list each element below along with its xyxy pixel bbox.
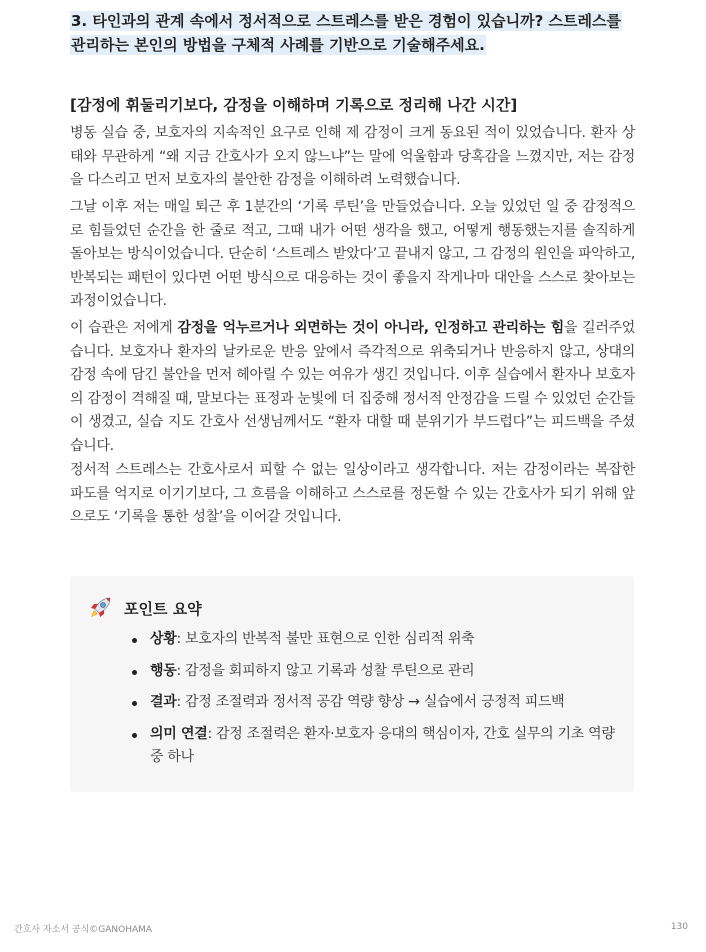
paragraph-3-after: 을 길러주었습니다. 보호자나 환자의 날카로운 반응 앞에서 즉각적으로 위축되거나 반응하지 않고, 상대의 감정 속에 담긴 불안을 먼저 헤아릴 수 있는 여유가 생긴 것입니다. 이후 실습에서 환자나 보호자의 감정이 격해질 때, 말보다는 표정과 눈빛에 더 집중해 정서적 안정감을 드릴 수 있었던 순간들이 생겼고, 실습 지도 간호사 선생님께서도 “환자 대할 때 분위기가 부드럽다”는 피드백을 주셨습니다. xyxy=(70,320,635,454)
summary-item-text: : 감정 조절력과 정서적 공감 역량 향상 → 실습에서 긍정적 피드백 xyxy=(176,694,565,710)
rocket-icon xyxy=(86,594,114,622)
summary-item-label: 의미 연결 xyxy=(150,725,208,742)
list-item xyxy=(128,628,622,652)
summary-header xyxy=(86,594,202,622)
list-item xyxy=(128,691,622,715)
question-text: 3. 타인과의 관계 속에서 정서적으로 스트레스를 받은 경험이 있습니까? 스트레스를 관리하는 본인의 방법을 구체적 사례를 기반으로 기술해주세요. xyxy=(71,12,622,54)
section-heading: [감정에 휘둘리기보다, 감정을 이해하며 기록으로 정리해 나간 시간] xyxy=(70,96,518,114)
paragraph-2: 그날 이후 저는 매일 퇴근 후 1분간의 ‘기록 루틴’을 만들었습니다. 오늘 있었던 일 중 감정적으로 힘들었던 순간을 한 줄로 적고, 그때 내가 어떤 생각을 했고, 어떻게 행동했는지를 솔직하게 돌아보는 방식이었습니다. 단순히 ‘스트레스 받았다’고 끝내지 않고, 그 감정의 원인을 파악하고, 반복되는 패턴이 있다면 어떤 방식으로 대응하는 것이 좋을지 작게나마 대안을 스스로 찾아보는 과정이었습니다. xyxy=(70,199,635,309)
list-item xyxy=(128,723,622,770)
summary-item-label: 결과 xyxy=(150,694,177,710)
question-heading xyxy=(70,9,635,57)
summary-item-label: 상황 xyxy=(150,631,177,647)
summary-box xyxy=(70,576,634,792)
paragraph-3-before: 이 습관은 저에게 xyxy=(70,320,178,336)
summary-item-text: : 보호자의 반복적 불만 표현으로 인한 심리적 위축 xyxy=(176,631,475,647)
summary-title: 포인트 요약 xyxy=(124,599,202,618)
page-number: 130 xyxy=(670,922,688,932)
summary-item-text: : 감정을 회피하지 않고 기록과 성찰 루틴으로 관리 xyxy=(176,662,475,679)
paragraph-3 xyxy=(70,317,635,458)
summary-item-text: : 감정 조절력은 환자·보호자 응대의 핵심이자, 간호 실무의 기초 역량 중 하나 xyxy=(150,725,615,765)
summary-list xyxy=(128,628,622,778)
paragraph-3-bold: 감정을 억누르거나 외면하는 것이 아니라, 인정하고 관리하는 힘 xyxy=(177,320,564,336)
list-item xyxy=(128,660,622,684)
paragraph-1: 병동 실습 중, 보호자의 지속적인 요구로 인해 제 감정이 크게 동요된 적이 있었습니다. 환자 상태와 무관하게 “왜 지금 간호사가 오지 않느냐”는 말에 억울함과 당혹감을 느꼈지만, 저는 감정을 다스리고 먼저 보호자의 불안한 감정을 이해하려 노력했습니다. xyxy=(70,125,635,188)
footer-source: 간호사 자소서 공식©GANOHAMA xyxy=(14,925,153,935)
paragraph-4: 정서적 스트레스는 간호사로서 피할 수 없는 일상이라고 생각합니다. 저는 감정이라는 복잡한 파도를 억지로 이기기보다, 그 흐름을 이해하고 스스로를 정돈할 수 있는 간호사가 되기 위해 앞으로도 ‘기록을 통한 성찰’을 이어갈 것입니다. xyxy=(70,462,635,525)
summary-item-label: 행동 xyxy=(150,662,177,679)
